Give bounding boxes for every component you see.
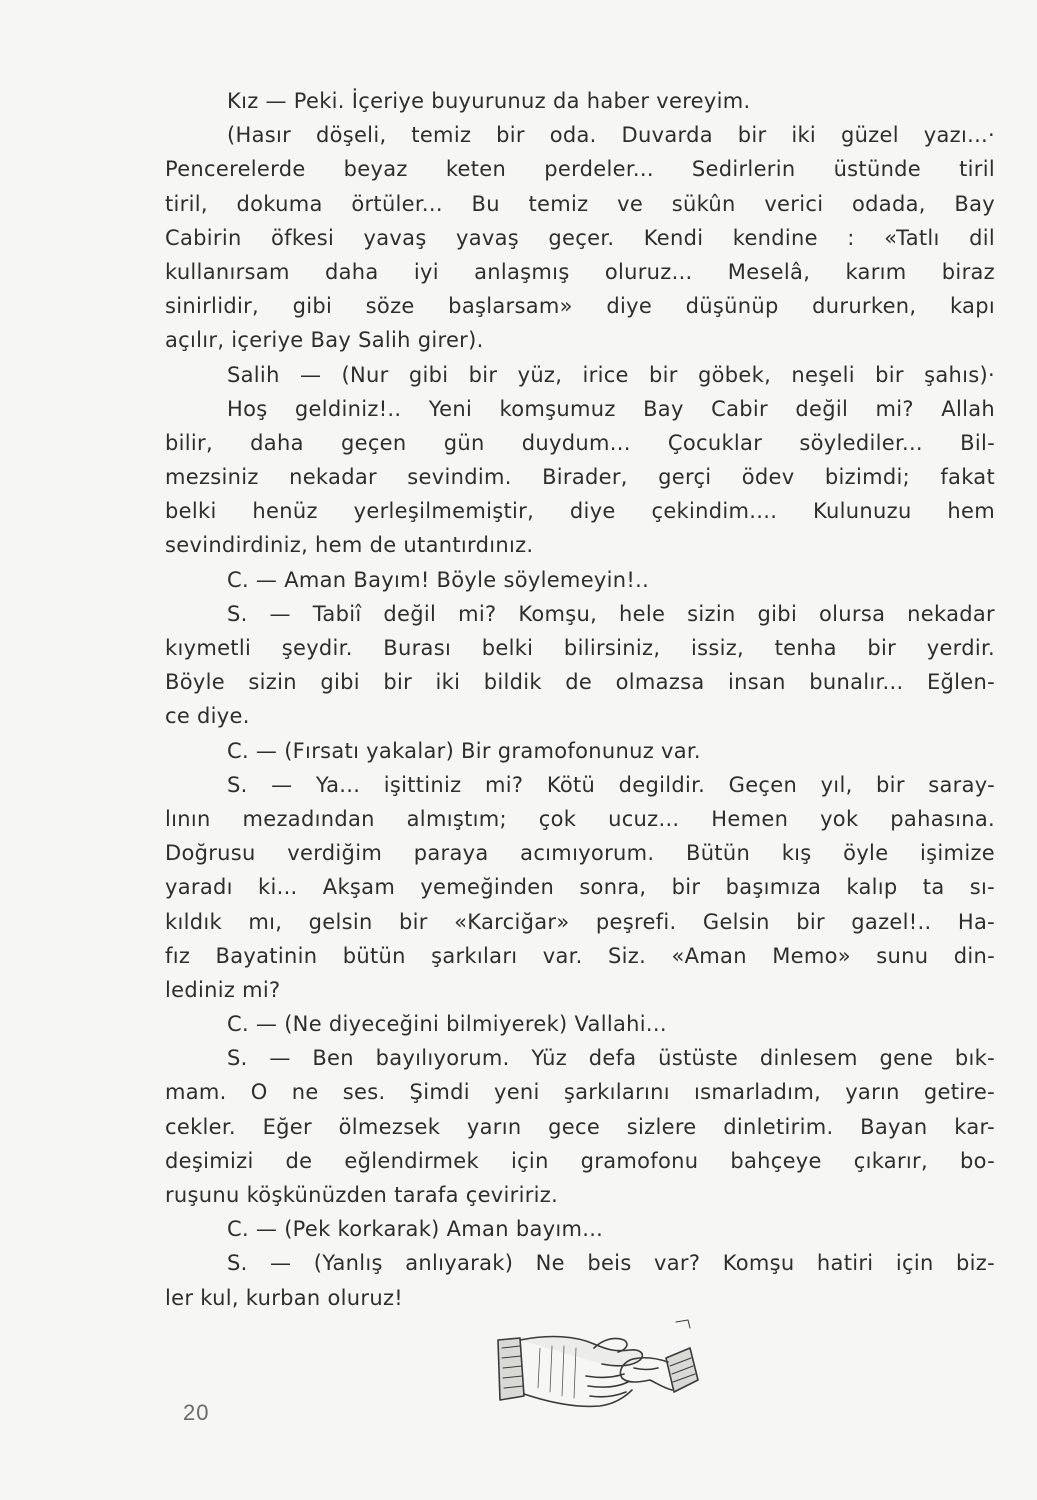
text-line: mam. O ne ses. Şimdi yeni şarkılarını ısmarladım, yarın getire- [165,1080,995,1105]
text-line: (Hasır döşeli, temiz bir oda. Duvarda bir iki güzel yazı...· [227,123,995,148]
text-line: kıymetli şeydir. Burası belki bilirsiniz, issiz, tenha bir yerdir. [165,636,995,660]
text-line: S. — Ben bayılıyorum. Yüz defa üstüste dinlesem gene bık- [227,1046,995,1071]
text-line: sevindirdiniz, hem de utantırdınız. [165,533,534,558]
text-line: Hoş geldiniz!.. Yeni komşumuz Bay Cabir değil mi? Allah [227,396,995,421]
text-line: S. — Tabiî değil mi? Komşu, hele sizin gibi olursa nekadar [227,601,995,626]
text-line: mezsiniz nekadar sevindim. Birader, gerçi ödev bizimdi; fakat [165,465,995,490]
text-line: Pencerelerde beyaz keten perdeler... Sedirlerin üstünde tiril [165,157,995,182]
text-line: sinirlidir, gibi söze başlarsam» diye düşünüp dururken, kapı [165,294,995,319]
text-line: S. — Ya... işittiniz mi? Kötü degildir. Geçen yıl, bir saray- [227,772,995,797]
text-line: lının mezadından almıştım; çok ucuz... Hemen yok pahasına. [165,806,995,831]
page-number: 20 [183,1400,210,1425]
dialogue-text [165,84,995,1315]
text-line: Kız — Peki. İçeriye buyurunuz da haber vereyim. [227,89,751,113]
text-line: C. — (Pek korkarak) Aman bayım... [227,1217,604,1242]
text-line: kıldık mı, gelsin bir «Karciğar» peşrefi. Gelsin bir gazel!.. Ha- [165,909,995,934]
text-line: kullanırsam daha iyi anlaşmış oluruz... Meselâ, karım biraz [165,259,995,284]
text-line: lediniz mi? [165,977,281,1002]
text-line: cekler. Eğer ölmezsek yarın gece sizlere dinletirim. Bayan kar- [165,1114,995,1139]
text-line: tiril, dokuma örtüler... Bu temiz ve sükûn verici odada, Bay [165,191,995,216]
text-line: ler kul, kurban oluruz! [165,1285,403,1310]
text-line: Böyle sizin gibi bir iki bildik de olmazsa insan bunalır... Eğlen- [165,670,995,695]
text-line: Salih — (Nur gibi bir yüz, irice bir göbek, neşeli bir şahıs)· [227,362,995,387]
text-line: fız Bayatinin bütün şarkıları var. Siz. «Aman Memo» sunu din- [165,943,995,968]
text-line: Doğrusu verdiğim paraya acımıyorum. Bütün kış öyle işimize [165,841,995,866]
text-line: C. — (Fırsatı yakalar) Bir gramofonunuz var. [227,738,701,763]
text-line: belki henüz yerleşilmemiştir, diye çekindim.... Kulunuzu hem [165,499,995,524]
text-line: deşimizi de eğlendirmek için gramofonu bahçeye çıkarır, bo- [165,1148,995,1173]
text-line: C. — Aman Bayım! Böyle söylemeyin!.. [227,567,650,592]
text-line: yaradı ki... Akşam yemeğinden sonra, bir başımıza kalıp ta sı- [165,875,995,900]
handshake-illustration [490,1318,705,1430]
text-line: S. — (Yanlış anlıyarak) Ne beis var? Komşu hatiri için biz- [227,1251,995,1276]
text-line: açılır, içeriye Bay Salih girer). [165,328,484,353]
text-line: ruşunu köşkünüzden tarafa çeviririz. [165,1183,559,1207]
text-line: C. — (Ne diyeceğini bilmiyerek) Vallahi... [227,1012,667,1037]
text-line: ce diye. [165,704,250,729]
text-line: Cabirin öfkesi yavaş yavaş geçer. Kendi kendine : «Tatlı dil [165,225,995,250]
text-line: bilir, daha geçen gün duydum... Çocuklar söylediler... Bil- [165,430,995,455]
